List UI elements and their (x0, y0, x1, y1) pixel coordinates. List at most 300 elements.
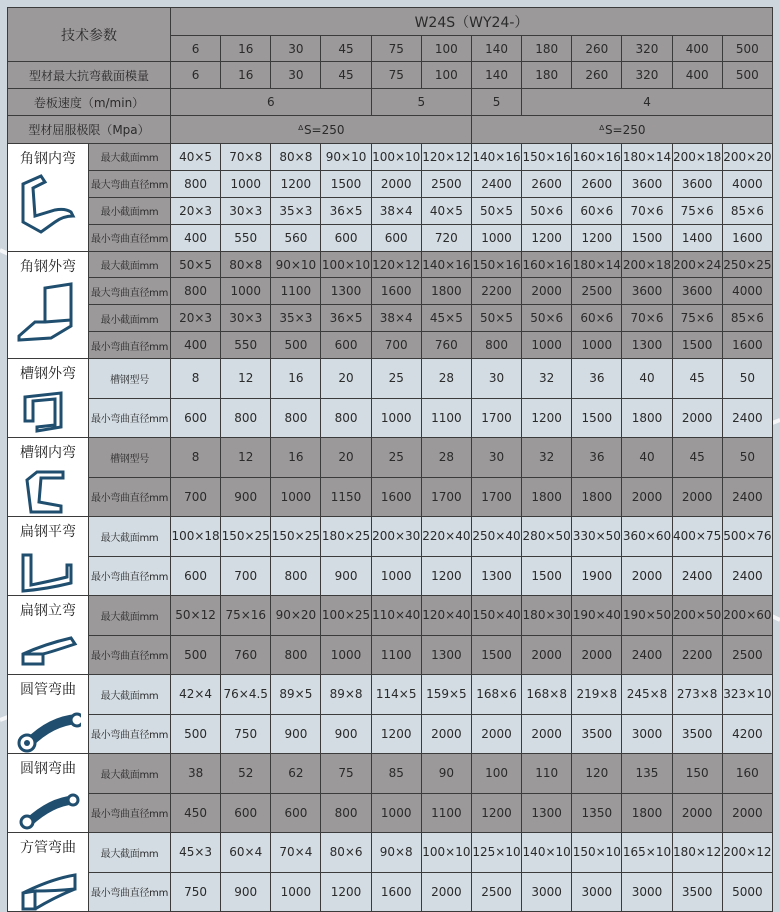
value-cell: 38×4 (371, 305, 421, 332)
value-cell: 1200 (522, 398, 572, 438)
value-cell: 600 (321, 332, 371, 359)
value-cell: 280×50 (522, 517, 572, 557)
modulus-value: 6 (171, 62, 221, 89)
value-cell: 2500 (421, 170, 471, 197)
value-cell: 1300 (522, 793, 572, 833)
row-label: 最大截面mm (89, 596, 171, 636)
value-cell: 600 (371, 224, 421, 251)
table-row (8, 872, 773, 912)
value-cell: 32 (522, 438, 572, 478)
group-name: 圆管弯曲 (20, 682, 76, 699)
value-cell: 220×40 (421, 517, 471, 557)
row-label: 最大截面mm (89, 517, 171, 557)
value-cell: 70×6 (622, 197, 672, 224)
value-cell: 160×16 (572, 144, 622, 171)
value-cell: 4200 (722, 714, 772, 754)
value-cell: 1000 (221, 278, 271, 305)
table-row (8, 305, 773, 332)
row-label: 最小截面mm (89, 197, 171, 224)
value-cell: 38×4 (371, 197, 421, 224)
modulus-value: 16 (221, 62, 271, 89)
row-label: 最大弯曲直径mm (89, 278, 171, 305)
value-cell: 60×4 (221, 833, 271, 873)
channel-outer-bend-icon (15, 387, 81, 437)
value-cell: 1500 (672, 332, 722, 359)
group-cell (8, 144, 89, 252)
value-cell: 360×60 (622, 517, 672, 557)
value-cell: 140×16 (421, 251, 471, 278)
row-label: 最小弯曲直径mm (89, 398, 171, 438)
value-cell: 25 (371, 438, 421, 478)
table-row (8, 170, 773, 197)
value-cell: 4000 (722, 170, 772, 197)
value-cell: 20×3 (171, 197, 221, 224)
value-cell: 1000 (271, 477, 321, 517)
value-cell: 1300 (321, 278, 371, 305)
value-cell: 50×12 (171, 596, 221, 636)
value-cell: 1000 (371, 793, 421, 833)
value-cell: 70×8 (221, 144, 271, 171)
value-cell: 1100 (421, 793, 471, 833)
table-row (8, 556, 773, 596)
value-cell: 168×8 (522, 675, 572, 715)
value-cell: 30 (471, 438, 521, 478)
value-cell: 75×6 (672, 197, 722, 224)
table-row (8, 675, 773, 715)
value-cell: 1500 (471, 635, 521, 675)
value-cell: 800 (271, 556, 321, 596)
group-name: 槽钢内弯 (20, 445, 76, 462)
value-cell: 3500 (672, 872, 722, 912)
value-cell: 100 (471, 754, 521, 794)
capacity-header: 100 (421, 36, 471, 62)
row-label: 最小弯曲直径mm (89, 793, 171, 833)
value-cell: 70×6 (622, 305, 672, 332)
speed-label: 卷板速度（m/min） (8, 89, 171, 116)
value-cell: 160×16 (522, 251, 572, 278)
value-cell: 800 (271, 398, 321, 438)
value-cell: 2000 (471, 714, 521, 754)
value-cell: 114×5 (371, 675, 421, 715)
value-cell: 60×6 (572, 305, 622, 332)
value-cell: 60×6 (572, 197, 622, 224)
value-cell: 800 (221, 398, 271, 438)
group-name: 圆钢弯曲 (20, 761, 76, 778)
value-cell: 35×3 (271, 197, 321, 224)
table-row (8, 251, 773, 278)
value-cell: 1300 (622, 332, 672, 359)
value-cell: 1200 (572, 224, 622, 251)
value-cell: 3600 (672, 170, 722, 197)
value-cell: 90×10 (271, 251, 321, 278)
value-cell: 100×18 (171, 517, 221, 557)
table-row (8, 144, 773, 171)
value-cell: 1800 (572, 477, 622, 517)
yield-value: ᐞS=250 (471, 116, 772, 144)
value-cell: 2600 (522, 170, 572, 197)
value-cell: 1200 (271, 170, 321, 197)
value-cell: 3500 (672, 714, 722, 754)
value-cell: 40 (622, 359, 672, 399)
row-label: 最小弯曲直径mm (89, 477, 171, 517)
value-cell: 150×40 (471, 596, 521, 636)
value-cell: 200×24 (672, 251, 722, 278)
value-cell: 25 (371, 359, 421, 399)
capacity-header: 180 (522, 36, 572, 62)
value-cell: 2000 (522, 635, 572, 675)
value-cell: 1000 (371, 398, 421, 438)
value-cell: 600 (171, 398, 221, 438)
value-cell: 2000 (672, 398, 722, 438)
value-cell: 200×60 (722, 596, 772, 636)
value-cell: 400×75 (672, 517, 722, 557)
value-cell: 1600 (722, 224, 772, 251)
value-cell: 89×5 (271, 675, 321, 715)
value-cell: 150×25 (271, 517, 321, 557)
value-cell: 2000 (522, 714, 572, 754)
value-cell: 200×50 (672, 596, 722, 636)
value-cell: 140×10 (522, 833, 572, 873)
value-cell: 2200 (672, 635, 722, 675)
value-cell: 800 (171, 170, 221, 197)
value-cell: 760 (421, 332, 471, 359)
round-tube-bend-icon (15, 703, 81, 753)
value-cell: 600 (171, 556, 221, 596)
value-cell: 600 (321, 224, 371, 251)
value-cell: 90×10 (321, 144, 371, 171)
value-cell: 400 (171, 332, 221, 359)
angle-outer-bend-icon (15, 280, 81, 342)
value-cell: 190×40 (572, 596, 622, 636)
value-cell: 150×10 (572, 833, 622, 873)
value-cell: 200×18 (622, 251, 672, 278)
value-cell: 2000 (421, 714, 471, 754)
value-cell: 75 (321, 754, 371, 794)
value-cell: 2200 (471, 278, 521, 305)
value-cell: 120×12 (421, 144, 471, 171)
value-cell: 1500 (572, 398, 622, 438)
value-cell: 900 (221, 872, 271, 912)
value-cell: 168×6 (471, 675, 521, 715)
value-cell: 2400 (471, 170, 521, 197)
value-cell: 80×8 (221, 251, 271, 278)
table-row (8, 332, 773, 359)
value-cell: 16 (271, 359, 321, 399)
group-cell (8, 596, 89, 675)
value-cell: 50 (722, 359, 772, 399)
value-cell: 100×10 (421, 833, 471, 873)
row-label: 最小弯曲直径mm (89, 556, 171, 596)
capacity-header: 400 (672, 36, 722, 62)
group-name: 角钢内弯 (20, 151, 76, 167)
value-cell: 800 (321, 793, 371, 833)
value-cell: 45 (672, 438, 722, 478)
value-cell: 1200 (522, 224, 572, 251)
row-label: 最大弯曲直径mm (89, 170, 171, 197)
capacity-header: 45 (321, 36, 371, 62)
value-cell: 90×8 (371, 833, 421, 873)
group-cell (8, 517, 89, 596)
value-cell: 500 (171, 714, 221, 754)
value-cell: 600 (221, 793, 271, 833)
row-label: 最大截面mm (89, 144, 171, 171)
group-cell (8, 251, 89, 359)
value-cell: 1600 (371, 278, 421, 305)
value-cell: 36×5 (321, 197, 371, 224)
spec-table (7, 7, 773, 912)
value-cell: 125×10 (471, 833, 521, 873)
value-cell: 85×6 (722, 197, 772, 224)
value-cell: 110 (522, 754, 572, 794)
flat-bar-flat-bend-icon (15, 545, 81, 595)
row-label: 最小弯曲直径mm (89, 714, 171, 754)
value-cell: 35×3 (271, 305, 321, 332)
modulus-value: 140 (471, 62, 521, 89)
modulus-value: 180 (522, 62, 572, 89)
table-row (8, 793, 773, 833)
value-cell: 450 (171, 793, 221, 833)
value-cell: 28 (421, 438, 471, 478)
value-cell: 2000 (371, 170, 421, 197)
value-cell: 400 (171, 224, 221, 251)
value-cell: 80×6 (321, 833, 371, 873)
group-cell (8, 359, 89, 438)
value-cell: 50 (722, 438, 772, 478)
row-label: 最小弯曲直径mm (89, 872, 171, 912)
value-cell: 160 (722, 754, 772, 794)
value-cell: 120×40 (421, 596, 471, 636)
modulus-value: 100 (421, 62, 471, 89)
value-cell: 2000 (722, 793, 772, 833)
value-cell: 1100 (271, 278, 321, 305)
modulus-value: 320 (622, 62, 672, 89)
value-cell: 90 (421, 754, 471, 794)
row-label: 槽钢型号 (89, 438, 171, 478)
value-cell: 1200 (371, 714, 421, 754)
value-cell: 1900 (572, 556, 622, 596)
value-cell: 3000 (572, 872, 622, 912)
value-cell: 30×3 (221, 197, 271, 224)
value-cell: 2000 (572, 635, 622, 675)
value-cell: 5000 (722, 872, 772, 912)
value-cell: 180×14 (622, 144, 672, 171)
value-cell: 45×3 (171, 833, 221, 873)
value-cell: 52 (221, 754, 271, 794)
group-name: 槽钢外弯 (20, 366, 76, 383)
capacity-header: 500 (722, 36, 772, 62)
value-cell: 250×40 (471, 517, 521, 557)
value-cell: 3600 (622, 278, 672, 305)
value-cell: 1800 (622, 793, 672, 833)
value-cell: 800 (271, 635, 321, 675)
value-cell: 76×4.5 (221, 675, 271, 715)
value-cell: 8 (171, 438, 221, 478)
table-row (8, 224, 773, 251)
table-row (8, 197, 773, 224)
value-cell: 1500 (321, 170, 371, 197)
value-cell: 200×30 (371, 517, 421, 557)
value-cell: 800 (321, 398, 371, 438)
value-cell: 120×12 (371, 251, 421, 278)
value-cell: 2000 (672, 477, 722, 517)
value-cell: 150×16 (471, 251, 521, 278)
value-cell: 2500 (722, 635, 772, 675)
value-cell: 500×76 (722, 517, 772, 557)
value-cell: 550 (221, 224, 271, 251)
value-cell: 36×5 (321, 305, 371, 332)
value-cell: 1700 (421, 477, 471, 517)
value-cell: 900 (321, 714, 371, 754)
value-cell: 50×5 (471, 197, 521, 224)
value-cell: 750 (221, 714, 271, 754)
value-cell: 273×8 (672, 675, 722, 715)
value-cell: 50×6 (522, 197, 572, 224)
value-cell: 159×5 (421, 675, 471, 715)
row-label: 最大截面mm (89, 675, 171, 715)
value-cell: 1800 (622, 398, 672, 438)
value-cell: 1150 (321, 477, 371, 517)
value-cell: 2000 (522, 278, 572, 305)
modulus-value: 75 (371, 62, 421, 89)
modulus-label: 型材最大抗弯截面模量 (8, 62, 171, 89)
value-cell: 200×18 (672, 144, 722, 171)
value-cell: 1600 (371, 477, 421, 517)
row-label: 最小截面mm (89, 305, 171, 332)
value-cell: 135 (622, 754, 672, 794)
value-cell: 100×25 (321, 596, 371, 636)
value-cell: 100×10 (371, 144, 421, 171)
square-tube-bend-icon (15, 861, 81, 911)
group-cell (8, 833, 89, 912)
row-label: 最小弯曲直径mm (89, 332, 171, 359)
value-cell: 700 (171, 477, 221, 517)
model-header: W24S（WY24-） (171, 8, 773, 36)
value-cell: 800 (171, 278, 221, 305)
value-cell: 150 (672, 754, 722, 794)
value-cell: 100×10 (321, 251, 371, 278)
value-cell: 1200 (421, 556, 471, 596)
value-cell: 900 (321, 556, 371, 596)
value-cell: 75×6 (672, 305, 722, 332)
value-cell: 75×16 (221, 596, 271, 636)
value-cell: 42×4 (171, 675, 221, 715)
row-label: 最大截面mm (89, 251, 171, 278)
value-cell: 80×8 (271, 144, 321, 171)
table-row (8, 635, 773, 675)
value-cell: 1100 (371, 635, 421, 675)
modulus-value: 30 (271, 62, 321, 89)
group-name: 角钢外弯 (20, 258, 76, 275)
value-cell: 85×6 (722, 305, 772, 332)
capacity-header: 16 (221, 36, 271, 62)
speed-value: 4 (522, 89, 773, 116)
value-cell: 2400 (722, 398, 772, 438)
value-cell: 70×4 (271, 833, 321, 873)
value-cell: 16 (271, 438, 321, 478)
row-label: 最小弯曲直径mm (89, 224, 171, 251)
value-cell: 550 (221, 332, 271, 359)
table-row (8, 278, 773, 305)
value-cell: 180×25 (321, 517, 371, 557)
value-cell: 1300 (421, 635, 471, 675)
value-cell: 250×25 (722, 251, 772, 278)
table-row (8, 477, 773, 517)
value-cell: 89×8 (321, 675, 371, 715)
speed-value: 5 (371, 89, 471, 116)
value-cell: 8 (171, 359, 221, 399)
value-cell: 1000 (522, 332, 572, 359)
value-cell: 750 (171, 872, 221, 912)
capacity-header: 6 (171, 36, 221, 62)
value-cell: 40 (622, 438, 672, 478)
value-cell: 2000 (622, 477, 672, 517)
value-cell: 190×50 (622, 596, 672, 636)
value-cell: 200×12 (722, 833, 772, 873)
value-cell: 50×6 (522, 305, 572, 332)
value-cell: 3600 (672, 278, 722, 305)
table-row (8, 596, 773, 636)
value-cell: 30×3 (221, 305, 271, 332)
value-cell: 180×12 (672, 833, 722, 873)
flat-bar-edge-bend-icon (15, 624, 81, 674)
value-cell: 1700 (471, 398, 521, 438)
table-row (8, 398, 773, 438)
value-cell: 1600 (722, 332, 772, 359)
value-cell: 20 (321, 438, 371, 478)
value-cell: 323×10 (722, 675, 772, 715)
value-cell: 2000 (672, 793, 722, 833)
yield-label: 型材屈服极限（Mpa） (8, 116, 171, 144)
value-cell: 30 (471, 359, 521, 399)
value-cell: 38 (171, 754, 221, 794)
value-cell: 1350 (572, 793, 622, 833)
value-cell: 1000 (321, 635, 371, 675)
table-row (8, 359, 773, 399)
value-cell: 3000 (522, 872, 572, 912)
value-cell: 1100 (421, 398, 471, 438)
value-cell: 1000 (221, 170, 271, 197)
table-row (8, 517, 773, 557)
value-cell: 40×5 (171, 144, 221, 171)
value-cell: 165×10 (622, 833, 672, 873)
value-cell: 1000 (471, 224, 521, 251)
round-bar-bend-icon (15, 782, 81, 832)
value-cell: 1700 (471, 477, 521, 517)
value-cell: 200×20 (722, 144, 772, 171)
value-cell: 32 (522, 359, 572, 399)
group-name: 方管弯曲 (20, 840, 76, 857)
capacity-header: 260 (572, 36, 622, 62)
row-label: 最大截面mm (89, 754, 171, 794)
modulus-value: 500 (722, 62, 772, 89)
value-cell: 1000 (371, 556, 421, 596)
value-cell: 3500 (572, 714, 622, 754)
value-cell: 110×40 (371, 596, 421, 636)
value-cell: 700 (221, 556, 271, 596)
value-cell: 140×16 (471, 144, 521, 171)
row-label: 最大截面mm (89, 833, 171, 873)
value-cell: 1800 (421, 278, 471, 305)
modulus-value: 45 (321, 62, 371, 89)
table-row (8, 833, 773, 873)
yield-value: ᐞS=250 (171, 116, 472, 144)
value-cell: 900 (271, 714, 321, 754)
value-cell: 180×14 (572, 251, 622, 278)
value-cell: 28 (421, 359, 471, 399)
value-cell: 1500 (622, 224, 672, 251)
value-cell: 20×3 (171, 305, 221, 332)
value-cell: 1300 (471, 556, 521, 596)
